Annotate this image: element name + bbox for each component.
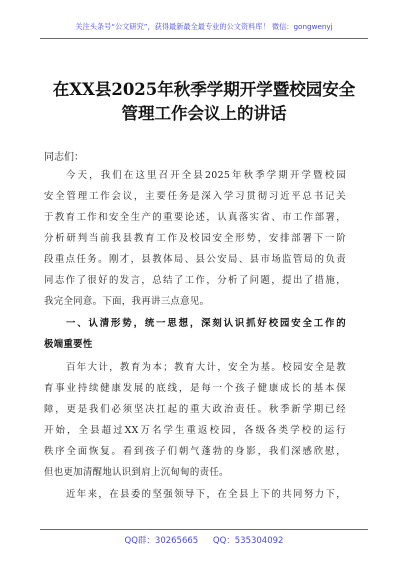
header-banner: 关注头条号“公文研究”，获得最新最全最专业的公文资料库！ 微信：gongwenyj xyxy=(75,22,333,31)
paragraph-line: 于教育工作和安全生产的重要论述，认真落实省、市工作部署， xyxy=(44,212,346,223)
paragraph-line: 今天，我们在这里召开全县2025年秋季学期开学暨校园 xyxy=(66,170,346,181)
paragraph-line: 障，更是我们必须坚决扛起的重大政治责任。秋季新学期已经 xyxy=(44,404,346,415)
paragraph-line: 开始，全县超过XX万名学生重返校园，各级各类学校的运行 xyxy=(44,425,346,436)
paragraph-line: 百年大计，教育为本；教育大计，安全为基。校园安全是教 xyxy=(66,362,346,373)
header-divider xyxy=(40,38,368,39)
footer-divider xyxy=(40,529,368,530)
footer-qq-group: QQ群：30265665 xyxy=(124,536,199,546)
section-heading-cont: 极端重要性 xyxy=(44,339,93,350)
paragraph-line: 安全管理工作会议，主要任务是深入学习贯彻习近平总书记关 xyxy=(44,191,346,202)
paragraph-line: 近年来，在县委的坚强领导下，在全县上下的共同努力下， xyxy=(66,489,346,500)
footer xyxy=(0,534,408,546)
document-title xyxy=(36,78,372,126)
paragraph-line: 分析研判当前我县教育工作及校园安全形势，安排部署下一阶 xyxy=(44,233,346,244)
salutation: 同志们： xyxy=(44,152,84,163)
paragraph-line: 但也更加清醒地认识到肩上沉甸甸的责任。 xyxy=(44,467,229,478)
footer-qq: QQ：535304092 xyxy=(212,536,284,546)
paragraph-line: 段重点任务。刚才，县教体局、县公安局、县市场监管局的负责 xyxy=(44,254,346,265)
paragraph-line: 我完全同意。下面，我再讲三点意见。 xyxy=(44,296,210,307)
paragraph-line: 同志作了很好的发言，总结了工作，分析了问题，提出了措施， xyxy=(44,275,346,286)
title-line-2: 管理工作会议上的讲话 xyxy=(121,104,287,123)
title-line-1: 在XX县2025年秋季学期开学暨校园安全 xyxy=(52,80,356,99)
paragraph-line: 育事业持续健康发展的底线，是每一个孩子健康成长的基本保 xyxy=(44,383,346,394)
paragraph-line: 秩序全面恢复。看到孩子们朝气蓬勃的身影，我们深感欣慰， xyxy=(44,446,346,457)
section-heading: 一、认清形势，统一思想，深刻认识抓好校园安全工作的 xyxy=(66,318,346,329)
